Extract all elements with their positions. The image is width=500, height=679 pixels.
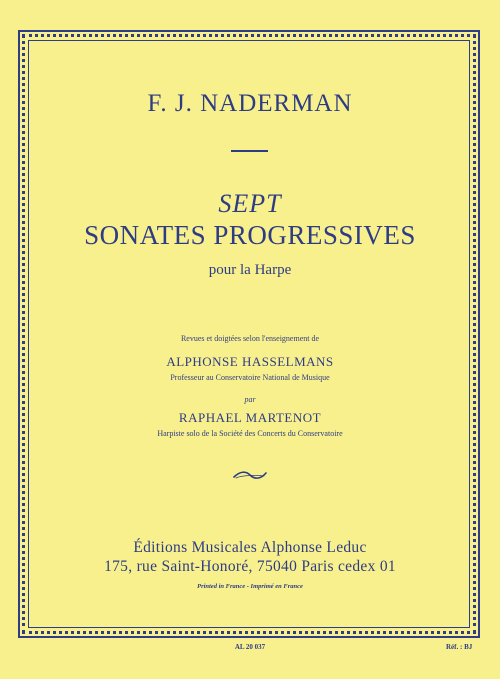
revision-note: Revues et doigtées selon l'enseignement de [180,334,320,343]
printed-in-note: Printed in France - Imprimé en France [197,583,303,590]
editor-role-1: Professeur au Conservatoire National de Musique [170,373,330,382]
editor-role-2: Harpiste solo de la Société des Concerts du Conservatoire [157,429,343,438]
divider-rule [231,150,268,152]
title-line-1: SEPT [218,189,282,218]
reference-code: Réf. : BJ [446,643,473,651]
publisher-name: Éditions Musicales Alphonse Leduc [133,539,367,556]
title-line-2: SONATES PROGRESSIVES [84,220,416,250]
by-label: par [244,395,256,404]
flourish-ornament-icon [232,469,268,481]
editor-name-2: RAPHAEL MARTENOT [178,410,322,425]
subtitle: pour la Harpe [208,262,292,278]
publisher-address: 175, rue Saint-Honoré, 75040 Paris cedex 01 [104,558,396,575]
catalog-number: AL 20 037 [234,643,266,651]
composer-name: F. J. NADERMAN [147,90,353,117]
editor-name-1: ALPHONSE HASSELMANS [166,354,334,369]
